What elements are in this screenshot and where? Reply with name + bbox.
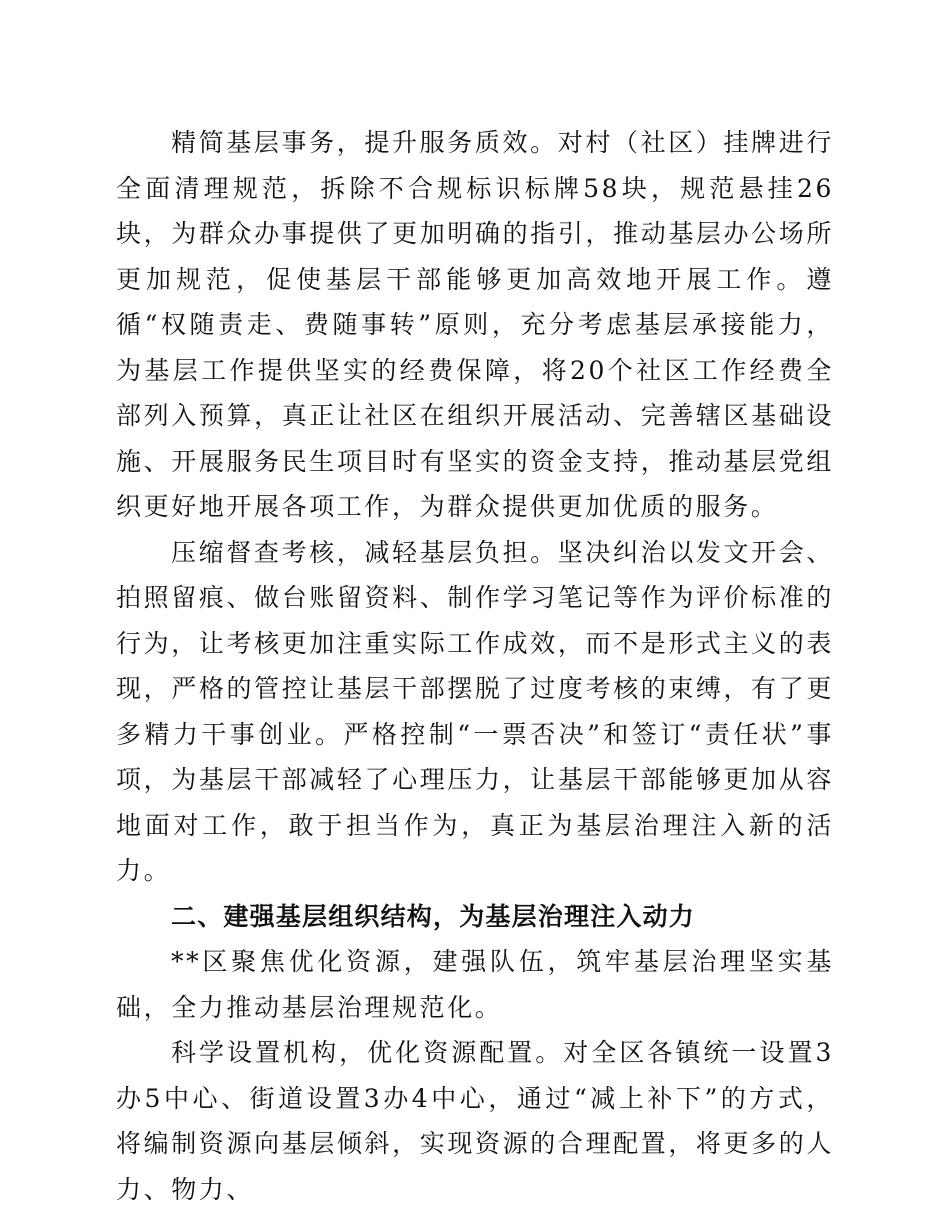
paragraph-reduce-inspections: 压缩督查考核，减轻基层负担。坚决纠治以发文开会、拍照留痕、做台账留资料、制作学习笔记等作为评价标准的行为，让考核更加注重实际工作成效，而不是形式主义的表现，严格的管控让基层干部摆脱了过度考核的束缚，有了更多精力干事创业。严格控制“一票否决”和签订“责任状”事项，为基层干部减轻了心理压力，让基层干部能够更加从容地面对工作，敢于担当作为，真正为基层治理注入新的活力。: [116, 537, 834, 885]
section-heading: 二、建强基层组织结构，为基层治理注入动力: [171, 901, 696, 931]
paragraph-district-focus: **区聚焦优化资源，建强队伍，筑牢基层治理坚实基础，全力推动基层治理规范化。: [116, 947, 834, 1022]
paragraph-set-up-institutions: 科学设置机构，优化资源配置。对全区各镇统一设置3办5中心、街道设置3办4中心，通过“减上补下”的方式，将编制资源向基层倾斜，实现资源的合理配置，将更多的人力、物力、: [116, 1038, 834, 1204]
paragraph-streamline-affairs: 精简基层事务，提升服务质效。对村（社区）挂牌进行全面清理规范，拆除不合规标识标牌58块，规范悬挂26块，为群众办事提供了更加明确的指引，推动基层办公场所更加规范，促使基层干部能够更加高效地开展工作。遵循“权随责走、费随事转”原则，充分考虑基层承接能力，为基层工作提供坚实的经费保障，将20个社区工作经费全部列入预算，真正让社区在组织开展活动、完善辖区基础设施、开展服务民生项目时有坚实的资金支持，推动基层党组织更好地开展各项工作，为群众提供更加优质的服务。: [116, 128, 834, 521]
document-body: [116, 120, 834, 1212]
